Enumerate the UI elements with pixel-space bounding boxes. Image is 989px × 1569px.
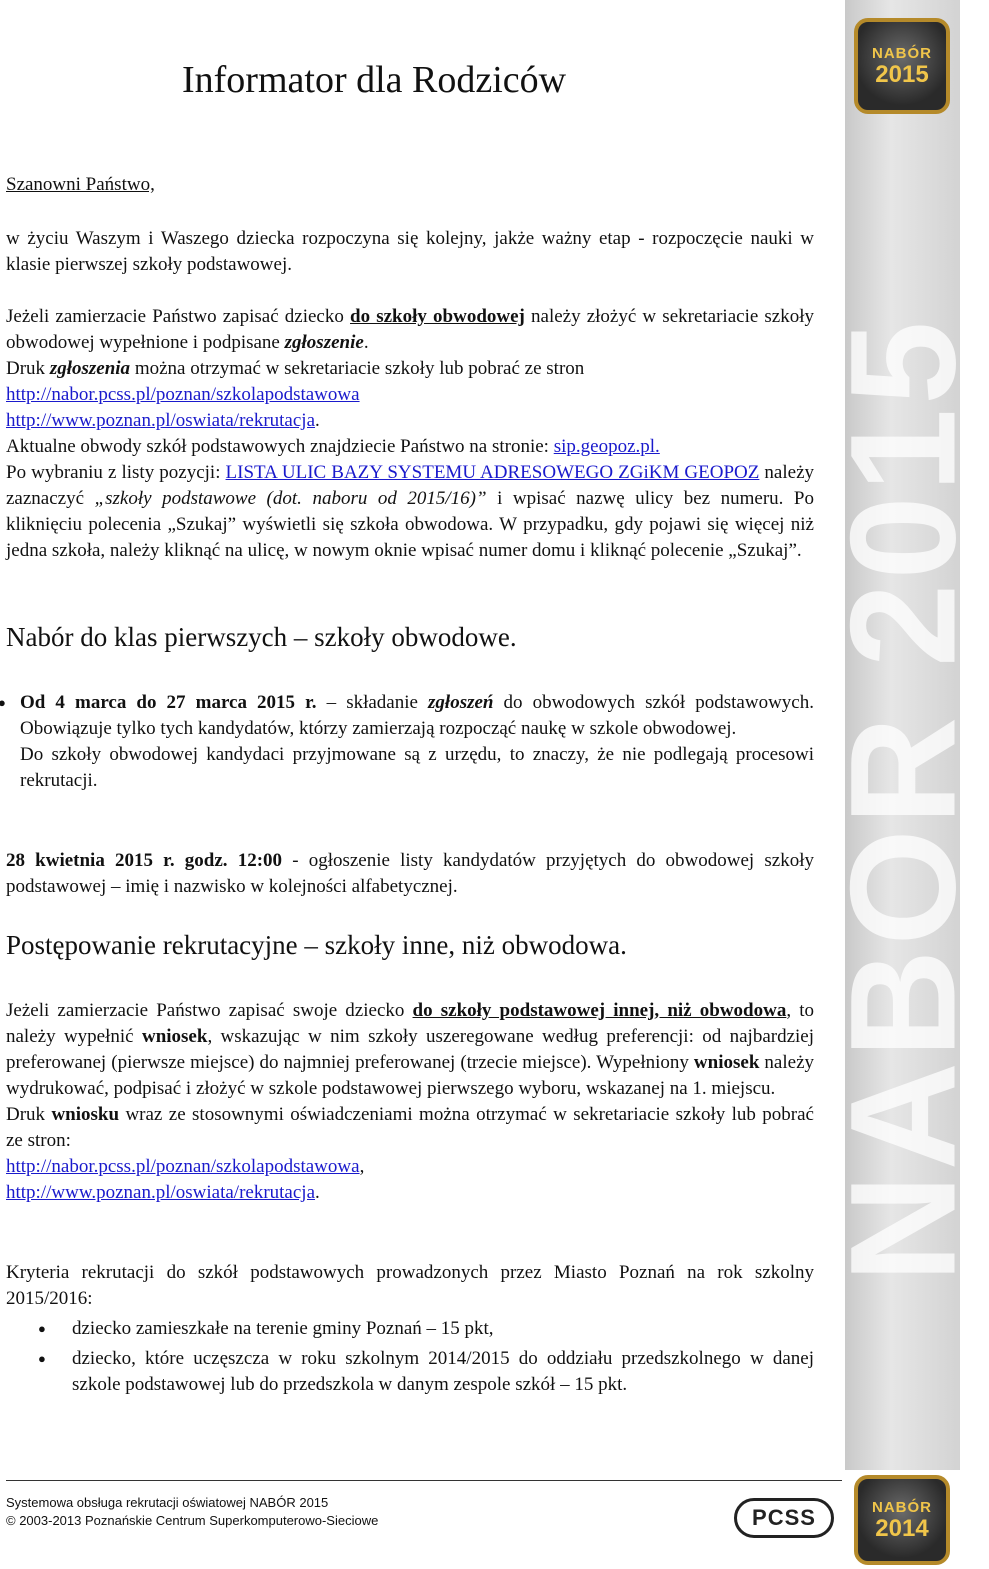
emphasis-wniosek: wniosek (693, 1052, 760, 1073)
text-span: do obwodowych szkół podstawowych. Obowiązuje tylko tych kandydatów, którzy zamierzają rozpocząć naukę w szkole obwodowej. (20, 692, 814, 739)
badge-year: 2015 (875, 60, 929, 88)
page-title: Informator dla Rodziców (182, 59, 567, 101)
emphasis-zgloszen: zgłoszeń (428, 692, 494, 713)
emphasis-zgloszenie: zgłoszenie (284, 332, 364, 353)
wniosek-paragraph (6, 998, 814, 1102)
druk-wniosku-paragraph (6, 1102, 814, 1154)
deadline-item (6, 690, 814, 742)
footer-divider (6, 1480, 842, 1481)
text-span: wraz ze stosownymi oświadczeniami można otrzymać w sekretariacie szkoły lub pobrać ze stron: (6, 1104, 814, 1151)
link-sip-geopoz[interactable]: sip.geopoz.pl. (553, 436, 660, 457)
text-span: Aktualne obwody szkół podstawowych znajdziecie Państwo na stronie: (6, 436, 554, 457)
emphasis-zgloszenia: zgłoszenia (49, 358, 131, 379)
links-paragraph (6, 382, 814, 434)
obwody-paragraph (6, 434, 814, 460)
text-span: i wpisać nazwę ulicy bez numeru. Po kliknięciu polecenia „Szukaj” wyświetli się szkoła obwodowa. W przypadku, gdy pojawi się więcej niż jedna szkoła, należy kliknąć na ulicę, w nowym oknie wpisać numer domu i kliknąć polecenie „Szukaj”. (6, 488, 814, 561)
text-span: należy wydrukować, podpisać i złożyć w szkole podstawowej pierwszego wyboru, wskazanej na 1. miejscu. (6, 1052, 815, 1099)
criteria-item: ● dziecko, które uczęszcza w roku szkolnym 2014/2015 do oddziału przedszkolnego w danej szkole podstawowej lub do przedszkola w danym zespole szkół – 15 pkt. (6, 1346, 814, 1398)
text-span: - ogłoszenie listy kandydatów przyjętych do obwodowej szkoły podstawowej – imię i nazwisko w kolejności alfabetycznej. (6, 850, 814, 897)
footer (6, 1494, 378, 1530)
intro-paragraph: w życiu Waszym i Waszego dziecka rozpoczyna się kolejny, jakże ważny etap - rozpoczęcie nauki w klasie pierwszej szkoły podstawowej. (6, 228, 814, 275)
text-span: , to należy wypełnić (6, 1000, 815, 1047)
announcement-date: 28 kwietnia 2015 r. godz. 12:00 (6, 850, 283, 871)
banner-vertical-label: NABÓR 2015 (818, 317, 986, 1283)
text-span: Po wybraniu z listy pozycji: (6, 462, 226, 483)
announcement-paragraph (6, 848, 814, 900)
nabor-2014-badge (854, 1475, 950, 1565)
z-urzedu-paragraph: Do szkoły obwodowej kandydaci przyjmowane są z urzędu, to znaczy, że nie podlegają procesowi rekrutacji. (20, 744, 814, 791)
text-span: , wskazując w nim szkoły uszeregowane według preferencji: od najbardziej preferowanej (pierwsze miejsce) do najmniej preferowanej (trzecie miejsce). Wypełniony (6, 1026, 814, 1073)
text-span: Jeżeli zamierzacie Państwo zapisać swoje dziecko (6, 1000, 413, 1021)
pcss-logo: PCSS (734, 1498, 834, 1538)
instructions-paragraph (6, 460, 814, 564)
emphasis-wniosku: wniosku (51, 1104, 120, 1125)
text-span: należy złożyć w sekretariacie szkoły obwodowej wypełnione i podpisane (6, 306, 815, 353)
text-span: Jeżeli zamierzacie Państwo zapisać dziecko (6, 306, 351, 327)
link-nabor-pcss[interactable]: http://nabor.pcss.pl/poznan/szkolapodstawowa (6, 384, 360, 405)
criteria-intro: Kryteria rekrutacji do szkół podstawowych prowadzonych przez Miasto Poznań na rok szkolny 2015/2016: (6, 1262, 814, 1309)
link-poznan-oswiata-2[interactable]: http://www.poznan.pl/oswiata/rekrutacja (6, 1182, 316, 1203)
greeting: Szanowni Państwo, (6, 174, 155, 195)
emphasis-wniosek: wniosek (141, 1026, 208, 1047)
badge-year-2014: 2014 (875, 1514, 929, 1542)
text-span: , (359, 1156, 365, 1177)
footer-system: Systemowa obsługa rekrutacji oświatowej NABÓR 2015 (6, 1495, 329, 1510)
text-span: – składanie (316, 692, 429, 713)
text-span: Druk (6, 358, 50, 379)
emphasis-inna-szkola: do szkoły podstawowej innej, niż obwodowa (412, 1000, 787, 1021)
nabor-2015-badge (854, 18, 950, 114)
text-span: . (315, 410, 320, 431)
heading-obwodowe: Nabór do klas pierwszych – szkoły obwodowe. (6, 622, 517, 652)
druk-paragraph (6, 356, 814, 382)
banner-vertical-text (818, 140, 986, 1460)
wniosek-links (6, 1154, 814, 1206)
text-span: . (363, 332, 369, 353)
link-lista-ulic[interactable]: LISTA ULIC BAZY SYSTEMU ADRESOWEGO ZGiKM GEOPOZ (225, 462, 760, 483)
text-span: . (315, 1182, 320, 1203)
emphasis-szkoly-podstawowe: „szkoły podstawowe (dot. naboru od 2015/16)” (94, 488, 487, 509)
obwodowa-section (6, 304, 814, 564)
link-poznan-oswiata[interactable]: http://www.poznan.pl/oswiata/rekrutacja (6, 410, 316, 431)
link-nabor-pcss-2[interactable]: http://nabor.pcss.pl/poznan/szkolapodstawowa (6, 1156, 360, 1177)
rekrutacja-section (6, 998, 814, 1206)
deadline-list (6, 690, 814, 742)
text-span: można otrzymać w sekretariacie szkoły lub pobrać ze stron (130, 358, 585, 379)
text-span: Druk (6, 1104, 52, 1125)
deadline-date: Od 4 marca do 27 marca 2015 r. (20, 692, 317, 713)
footer-copyright: © 2003-2013 Poznańskie Centrum Superkomputerowo-Sieciowe (6, 1513, 379, 1528)
obwodowa-paragraph (6, 304, 814, 356)
emphasis-obwodowa: do szkoły obwodowej (350, 306, 525, 327)
deadline-section (6, 690, 814, 794)
text-span: należy zaznaczyć (6, 462, 815, 509)
badge-label-2014: NABÓR (872, 1498, 932, 1516)
criteria-list (6, 1316, 814, 1398)
criteria-section (6, 1260, 814, 1398)
badge-label: NABÓR (872, 44, 932, 62)
criteria-item: ● dziecko zamieszkałe na terenie gminy Poznań – 15 pkt, (6, 1316, 814, 1342)
heading-rekrutacja: Postępowanie rekrutacyjne – szkoły inne, niż obwodowa. (6, 930, 627, 960)
